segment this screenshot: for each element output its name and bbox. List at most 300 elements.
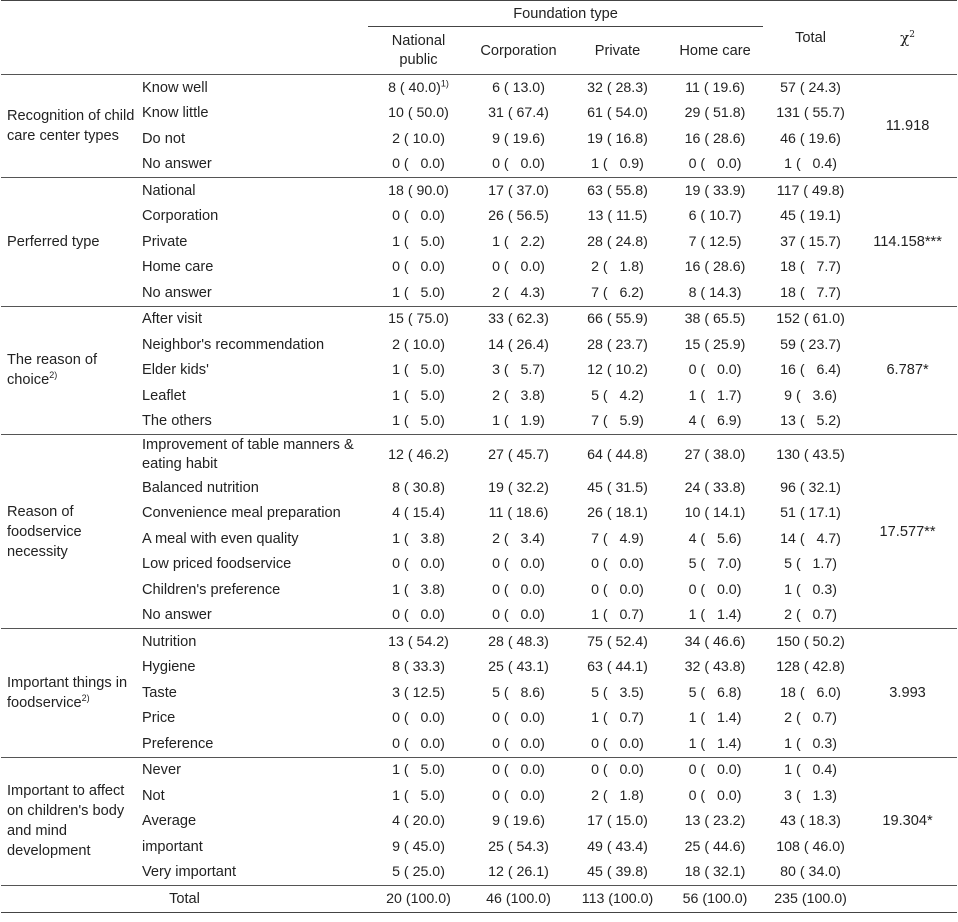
- row-item-label: Not: [142, 787, 165, 804]
- cell-value: 2 ( 3.8): [492, 387, 545, 404]
- cell-np: [368, 577, 469, 603]
- table-row: [1, 75, 957, 101]
- cell-value: 2 ( 10.0): [392, 336, 445, 353]
- cell-value: 31 ( 67.4): [488, 105, 549, 122]
- cell-np: [368, 126, 469, 152]
- table-row: [1, 204, 957, 230]
- cell-value: 1 ( 0.7): [591, 710, 644, 727]
- group-label-text: Reason of foodservice necessity: [7, 503, 82, 560]
- cell-value: 13 ( 5.2): [780, 413, 841, 430]
- group-label: [1, 435, 139, 629]
- row-item-label: No answer: [142, 284, 212, 301]
- cell-value: 1 ( 5.0): [392, 387, 445, 404]
- cell-value: 0 ( 0.0): [492, 762, 545, 779]
- table-row: [1, 178, 957, 204]
- cell-value: 128 ( 42.8): [776, 659, 845, 676]
- cell-pr: [568, 280, 667, 306]
- cell-hc: [667, 152, 763, 178]
- row-item-label: Private: [142, 233, 188, 250]
- cell-value: 0 ( 0.0): [492, 156, 545, 173]
- cell-value: 15 ( 25.9): [684, 336, 746, 353]
- table-row: [1, 629, 957, 655]
- cell-value: 45 ( 31.5): [587, 479, 648, 496]
- cell-np: [368, 501, 469, 527]
- cell-value: 29 ( 51.8): [684, 105, 746, 122]
- cell-value: 150 ( 50.2): [776, 633, 845, 650]
- cell-value: 5 ( 7.0): [688, 556, 742, 573]
- header-home-care: Home care: [679, 42, 751, 59]
- cell-co: [469, 706, 568, 732]
- row-item-label: After visit: [139, 306, 368, 332]
- row-item-label: Never: [139, 757, 368, 783]
- cell-tot: [763, 860, 858, 886]
- cell-tot: [763, 706, 858, 732]
- chi-square-value: 17.577**: [858, 435, 957, 629]
- cell-tot: [763, 757, 858, 783]
- cell-np: [368, 809, 469, 835]
- cell-value: 1 ( 0.3): [784, 735, 837, 752]
- cell-value: 7 ( 5.9): [591, 413, 644, 430]
- cell-value: 1 ( 0.4): [784, 762, 837, 779]
- total-cell-co: 46 (100.0): [469, 886, 568, 913]
- cell-value: 1 ( 0.4): [784, 156, 837, 173]
- header-blank: [1, 1, 368, 75]
- cell-value: 14 ( 26.4): [488, 336, 549, 353]
- row-item-label: Children's preference: [142, 581, 281, 598]
- cell-value: 0 ( 0.0): [688, 156, 742, 173]
- header-foundation-type: Foundation type: [368, 1, 763, 27]
- results-table: [1, 0, 957, 913]
- cell-value: 0 ( 0.0): [591, 581, 644, 598]
- cell-hc: [667, 204, 763, 230]
- cell-tot: [763, 229, 858, 255]
- cell-value: 32 ( 28.3): [587, 79, 648, 96]
- chi-square-value: 6.787*: [858, 306, 957, 435]
- cell-value: 16 ( 28.6): [684, 259, 746, 276]
- table-row: [1, 603, 957, 629]
- cell-tot: [763, 255, 858, 281]
- row-item-label: Preference: [142, 735, 214, 752]
- group-label: [1, 757, 139, 886]
- cell-value: 5 ( 4.2): [591, 387, 644, 404]
- cell-value: 15 ( 75.0): [388, 311, 449, 328]
- cell-value: 13 ( 11.5): [587, 208, 648, 225]
- cell-value: 0 ( 0.0): [392, 735, 445, 752]
- header-national-public: National public: [391, 32, 446, 68]
- row-item-label: Leaflet: [142, 387, 186, 404]
- cell-value: 2 ( 1.8): [591, 787, 644, 804]
- cell-np: [368, 332, 469, 358]
- row-item-label: No answer: [142, 156, 212, 173]
- header-corporation: Corporation: [480, 42, 557, 59]
- row-item-label: Price: [142, 710, 176, 727]
- cell-pr: [568, 178, 667, 204]
- cell-value: 1 ( 0.7): [591, 607, 644, 624]
- cell-value: 9 ( 45.0): [392, 838, 445, 855]
- table-row: [1, 834, 957, 860]
- cell-value: 0 ( 0.0): [392, 710, 445, 727]
- cell-tot: [763, 126, 858, 152]
- group-label: [1, 306, 139, 435]
- cell-tot: [763, 603, 858, 629]
- cell-value: 51 ( 17.1): [780, 505, 841, 522]
- cell-co: [469, 577, 568, 603]
- cell-value: 1 ( 5.0): [392, 787, 445, 804]
- cell-co: [469, 178, 568, 204]
- cell-pr: [568, 332, 667, 358]
- cell-pr: [568, 255, 667, 281]
- cell-pr: [568, 204, 667, 230]
- row-item-label: Low priced foodservice: [142, 556, 292, 573]
- table-row: [1, 680, 957, 706]
- cell-hc: [667, 435, 763, 476]
- row-item-label: Very important: [142, 864, 237, 881]
- cell-hc: [667, 757, 763, 783]
- cell-value: 1 ( 1.4): [688, 607, 742, 624]
- table-row: [1, 475, 957, 501]
- total-cell-hc: 56 (100.0): [667, 886, 763, 913]
- cell-hc: [667, 860, 763, 886]
- cell-pr: [568, 435, 667, 476]
- cell-value: 0 ( 0.0): [591, 762, 644, 779]
- row-item-label: important: [142, 838, 203, 855]
- group-label-text: Perferred type: [7, 233, 100, 250]
- cell-value: 10 ( 50.0): [388, 105, 449, 122]
- cell-pr: [568, 475, 667, 501]
- cell-value: 0 ( 0.0): [492, 556, 545, 573]
- cell-value: 13 ( 23.2): [684, 813, 746, 830]
- cell-value: 0 ( 0.0): [492, 259, 545, 276]
- cell-np: [368, 229, 469, 255]
- cell-value: 75 ( 52.4): [587, 633, 648, 650]
- cell-value: 7 ( 4.9): [591, 530, 644, 547]
- group-label-footnote: 2): [49, 370, 58, 381]
- cell-value: 1 ( 5.0): [392, 233, 445, 250]
- chi-symbol: χ: [900, 28, 910, 47]
- cell-value: 10 ( 14.1): [684, 505, 746, 522]
- cell-value: 7 ( 6.2): [591, 284, 644, 301]
- cell-tot: [763, 552, 858, 578]
- cell-value: 45 ( 19.1): [780, 208, 841, 225]
- row-item-label: Taste: [142, 684, 177, 701]
- cell-value: 25 ( 43.1): [488, 659, 549, 676]
- cell-value: 19 ( 32.2): [488, 479, 549, 496]
- total-chi-empty: [858, 886, 957, 913]
- table-row: [1, 552, 957, 578]
- table-row: [1, 731, 957, 757]
- cell-co: [469, 731, 568, 757]
- row-item-label: Nutrition: [139, 629, 368, 655]
- table-body: [1, 75, 957, 913]
- cell-value: 0 ( 0.0): [688, 762, 742, 779]
- cell-value: 16 ( 6.4): [780, 362, 841, 379]
- cell-hc: [667, 706, 763, 732]
- cell-hc: [667, 501, 763, 527]
- group-label: [1, 629, 139, 758]
- cell-value: 1 ( 0.9): [591, 156, 644, 173]
- group-label-text: Important things in foodservice: [7, 674, 128, 711]
- cell-value: 108 ( 46.0): [776, 838, 845, 855]
- cell-co: [469, 204, 568, 230]
- cell-np: [368, 358, 469, 384]
- cell-co: [469, 229, 568, 255]
- cell-tot: [763, 731, 858, 757]
- cell-value: 0 ( 0.0): [492, 710, 545, 727]
- table-row: [1, 409, 957, 435]
- cell-value: 0 ( 0.0): [392, 607, 445, 624]
- cell-co: [469, 757, 568, 783]
- chi-square-value: 19.304*: [858, 757, 957, 886]
- cell-hc: [667, 629, 763, 655]
- cell-value: 5 ( 1.7): [784, 556, 837, 573]
- cell-co: [469, 280, 568, 306]
- cell-co: [469, 680, 568, 706]
- cell-pr: [568, 809, 667, 835]
- cell-hc: [667, 526, 763, 552]
- cell-np: [368, 731, 469, 757]
- cell-value: 25 ( 44.6): [684, 838, 746, 855]
- cell-value: 66 ( 55.9): [587, 311, 648, 328]
- cell-pr: [568, 229, 667, 255]
- cell-co: [469, 306, 568, 332]
- cell-value: 12 ( 46.2): [388, 447, 449, 463]
- cell-co: [469, 629, 568, 655]
- cell-co: [469, 655, 568, 681]
- cell-value: 28 ( 48.3): [488, 633, 549, 650]
- cell-value: 46 ( 19.6): [780, 130, 841, 147]
- cell-value: 18 ( 7.7): [780, 259, 841, 276]
- cell-value: 0 ( 0.0): [591, 735, 644, 752]
- row-item-label: Neighbor's recommendation: [142, 336, 325, 353]
- cell-co: [469, 526, 568, 552]
- cell-value: 152 ( 61.0): [776, 311, 845, 328]
- table-row: [1, 783, 957, 809]
- table-row: [1, 101, 957, 127]
- cell-value: 1 ( 5.0): [392, 413, 445, 430]
- cell-value: 0 ( 0.0): [392, 556, 445, 573]
- cell-value: 24 ( 33.8): [684, 479, 746, 496]
- table-row: [1, 655, 957, 681]
- cell-value: 1 ( 5.0): [392, 284, 445, 301]
- cell-pr: [568, 409, 667, 435]
- cell-np: [368, 603, 469, 629]
- chi-square-value: 11.918: [858, 75, 957, 178]
- cell-hc: [667, 178, 763, 204]
- cell-np: [368, 75, 469, 101]
- cell-tot: [763, 655, 858, 681]
- table-row: [1, 332, 957, 358]
- cell-tot: [763, 383, 858, 409]
- cell-value: 4 ( 20.0): [392, 813, 445, 830]
- cell-co: [469, 75, 568, 101]
- table-row: [1, 255, 957, 281]
- cell-value: 2 ( 0.7): [784, 710, 837, 727]
- cell-value: 13 ( 54.2): [388, 633, 449, 650]
- cell-value: 0 ( 0.0): [492, 787, 545, 804]
- cell-value: 59 ( 23.7): [780, 336, 841, 353]
- table-row: [1, 280, 957, 306]
- cell-hc: [667, 383, 763, 409]
- cell-value: 8 ( 40.0): [388, 79, 441, 96]
- cell-value: 0 ( 0.0): [392, 156, 445, 173]
- cell-value: 0 ( 0.0): [688, 581, 742, 598]
- cell-value: 130 ( 43.5): [776, 447, 845, 463]
- cell-value: 27 ( 38.0): [684, 447, 746, 463]
- cell-value: 28 ( 23.7): [587, 336, 648, 353]
- cell-hc: [667, 255, 763, 281]
- row-item-label: Average: [142, 813, 197, 830]
- cell-value: 1 ( 3.8): [392, 530, 445, 547]
- cell-hc: [667, 332, 763, 358]
- table-row: [1, 757, 957, 783]
- table-row: [1, 706, 957, 732]
- cell-value: 5 ( 25.0): [392, 864, 445, 881]
- row-item-label: Elder kids': [142, 362, 209, 379]
- cell-co: [469, 860, 568, 886]
- cell-value: 11 ( 18.6): [488, 505, 549, 522]
- cell-tot: [763, 809, 858, 835]
- cell-tot: [763, 409, 858, 435]
- cell-tot: [763, 358, 858, 384]
- cell-value: 4 ( 15.4): [392, 505, 445, 522]
- cell-np: [368, 526, 469, 552]
- row-item-label: A meal with even quality: [142, 530, 299, 547]
- chi-square-value: 114.158***: [858, 178, 957, 307]
- cell-value: 4 ( 5.6): [688, 530, 742, 547]
- cell-tot: [763, 152, 858, 178]
- cell-value: 17 ( 37.0): [488, 182, 549, 199]
- cell-pr: [568, 629, 667, 655]
- cell-hc: [667, 280, 763, 306]
- cell-co: [469, 332, 568, 358]
- cell-value: 16 ( 28.6): [684, 130, 746, 147]
- cell-co: [469, 383, 568, 409]
- cell-np: [368, 655, 469, 681]
- cell-value: 0 ( 0.0): [492, 581, 545, 598]
- cell-tot: [763, 680, 858, 706]
- cell-value: 19 ( 33.9): [684, 182, 746, 199]
- total-cell-np: 20 (100.0): [368, 886, 469, 913]
- cell-value: 25 ( 54.3): [488, 838, 549, 855]
- cell-np: [368, 783, 469, 809]
- cell-hc: [667, 834, 763, 860]
- cell-hc: [667, 126, 763, 152]
- cell-value: 4 ( 6.9): [688, 413, 742, 430]
- cell-co: [469, 435, 568, 476]
- cell-hc: [667, 229, 763, 255]
- total-label: Total: [1, 886, 368, 913]
- cell-co: [469, 152, 568, 178]
- cell-tot: [763, 101, 858, 127]
- cell-pr: [568, 680, 667, 706]
- cell-np: [368, 680, 469, 706]
- cell-hc: [667, 731, 763, 757]
- cell-hc: [667, 783, 763, 809]
- cell-value: 1 ( 0.3): [784, 581, 837, 598]
- table-row: [1, 306, 957, 332]
- cell-pr: [568, 126, 667, 152]
- cell-co: [469, 552, 568, 578]
- cell-co: [469, 501, 568, 527]
- cell-value: 9 ( 3.6): [784, 387, 837, 404]
- cell-value: 1 ( 5.0): [392, 762, 445, 779]
- group-label: [1, 178, 139, 307]
- cell-value: 96 ( 32.1): [780, 479, 841, 496]
- cell-value: 63 ( 55.8): [587, 182, 648, 199]
- cell-value: 9 ( 19.6): [492, 813, 545, 830]
- cell-value: 32 ( 43.8): [684, 659, 746, 676]
- cell-hc: [667, 809, 763, 835]
- cell-np: [368, 552, 469, 578]
- cell-value: 0 ( 0.0): [392, 208, 445, 225]
- cell-pr: [568, 383, 667, 409]
- row-item-label: National: [139, 178, 368, 204]
- cell-value: 131 ( 55.7): [776, 105, 845, 122]
- table-row: [1, 229, 957, 255]
- cell-co: [469, 783, 568, 809]
- cell-tot: [763, 280, 858, 306]
- cell-value: 8 ( 33.3): [392, 659, 445, 676]
- cell-hc: [667, 306, 763, 332]
- cell-value: 9 ( 19.6): [492, 130, 545, 147]
- group-label: [1, 75, 139, 178]
- cell-pr: [568, 603, 667, 629]
- cell-pr: [568, 526, 667, 552]
- cell-pr: [568, 706, 667, 732]
- cell-value: 26 ( 56.5): [488, 208, 549, 225]
- cell-hc: [667, 655, 763, 681]
- cell-np: [368, 280, 469, 306]
- cell-np: [368, 629, 469, 655]
- cell-co: [469, 603, 568, 629]
- cell-value: 80 ( 34.0): [780, 864, 841, 881]
- table-row: [1, 577, 957, 603]
- cell-tot: [763, 783, 858, 809]
- cell-hc: [667, 552, 763, 578]
- cell-tot: [763, 501, 858, 527]
- cell-pr: [568, 860, 667, 886]
- cell-value: 5 ( 6.8): [688, 684, 742, 701]
- cell-value: 1 ( 1.4): [688, 735, 742, 752]
- chi-square-value: 3.993: [858, 629, 957, 758]
- header-chi-square: [858, 1, 957, 75]
- cell-value: 43 ( 18.3): [780, 813, 841, 830]
- cell-value: 17 ( 15.0): [587, 813, 648, 830]
- cell-hc: [667, 603, 763, 629]
- cell-np: [368, 306, 469, 332]
- cell-pr: [568, 358, 667, 384]
- cell-pr: [568, 101, 667, 127]
- table-row: [1, 809, 957, 835]
- cell-value: 1 ( 1.9): [492, 413, 545, 430]
- group-label-text: Recognition of child care center types: [7, 108, 135, 144]
- cell-footnote: 1): [440, 78, 449, 89]
- cell-value: 61 ( 54.0): [587, 105, 648, 122]
- cell-value: 37 ( 15.7): [780, 233, 841, 250]
- cell-tot: [763, 435, 858, 476]
- cell-tot: [763, 834, 858, 860]
- cell-value: 2 ( 0.7): [784, 607, 837, 624]
- cell-value: 28 ( 24.8): [587, 233, 648, 250]
- cell-value: 7 ( 12.5): [688, 233, 742, 250]
- cell-value: 27 ( 45.7): [488, 447, 549, 463]
- cell-pr: [568, 152, 667, 178]
- total-row: [1, 886, 957, 913]
- table-row: [1, 860, 957, 886]
- cell-value: 1 ( 1.7): [688, 387, 742, 404]
- cell-value: 5 ( 8.6): [492, 684, 545, 701]
- cell-value: 2 ( 3.4): [492, 530, 545, 547]
